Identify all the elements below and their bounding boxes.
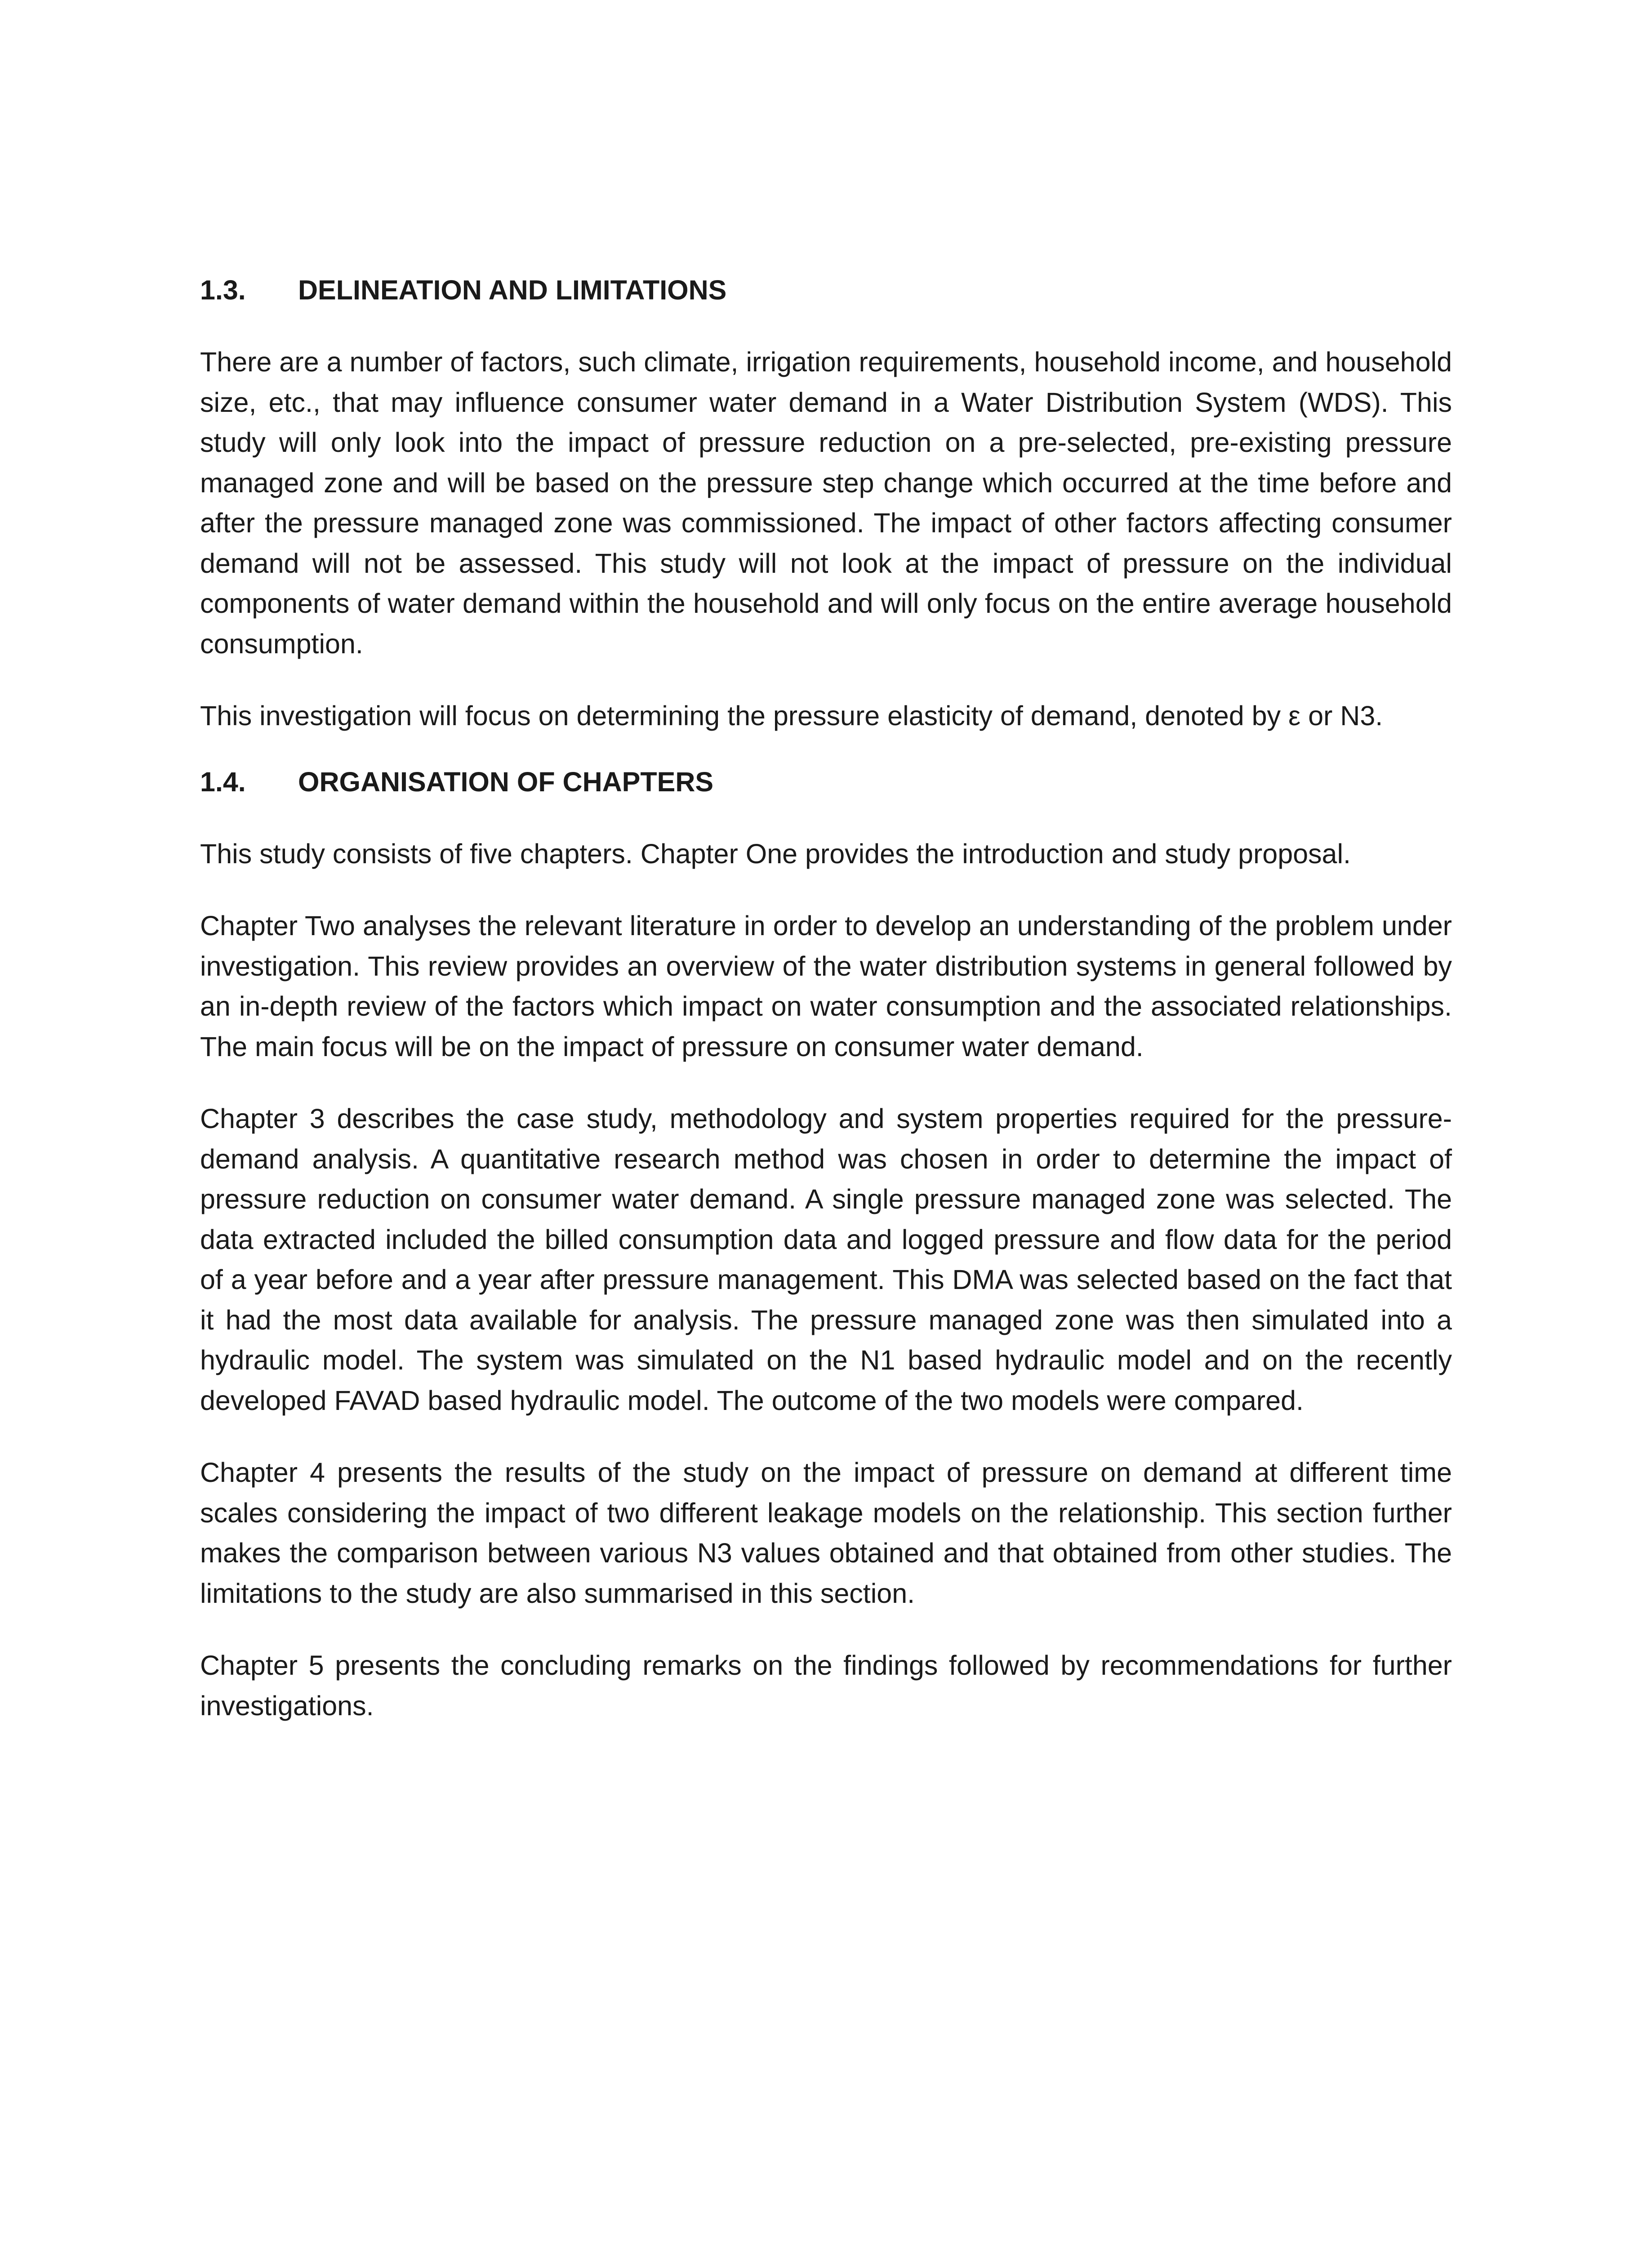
paragraph-chapter-two: Chapter Two analyses the relevant literature in order to develop an understanding of the problem under investigation. This review provides an overview of the water distribution systems in general followed by an in-depth review of the factors which impact on water consumption and the associated relationships. The main focus will be on the impact of pressure on consumer water demand.	[200, 910, 1452, 1062]
paragraph-chapter-four: Chapter 4 presents the results of the study on the impact of pressure on demand at different time scales considering the impact of two different leakage models on the relationship. This section further makes the comparison between various N3 values obtained and that obtained from other studies. The limitations to the study are also summarised in this section.	[200, 1457, 1452, 1609]
section-heading-1-3	[200, 270, 1452, 310]
paragraph-delineation: There are a number of factors, such climate, irrigation requirements, household income, and household size, etc., that may influence consumer water demand in a Water Distribution System (WDS). This study will only look into the impact of pressure reduction on a pre-selected, pre-existing pressure managed zone and will be based on the pressure step change which occurred at the time before and after the pressure managed zone was commissioned. The impact of other factors affecting consumer demand will not be assessed. This study will not look at the impact of pressure on the individual components of water demand within the household and will only focus on the entire average household consumption.	[200, 347, 1452, 659]
page-content	[200, 270, 1452, 1726]
paragraph-chapter-five: Chapter 5 presents the concluding remarks on the findings followed by recommendations for further investigations.	[200, 1650, 1452, 1721]
section-title: DELINEATION AND LIMITATIONS	[298, 275, 727, 305]
section-heading-1-4	[200, 762, 1452, 802]
paragraph-chapter-one: This study consists of five chapters. Chapter One provides the introduction and study proposal.	[200, 838, 1351, 869]
section-number: 1.4.	[200, 766, 246, 797]
paragraph-elasticity: This investigation will focus on determining the pressure elasticity of demand, denoted by ε or N3.	[200, 700, 1383, 731]
section-title: ORGANISATION OF CHAPTERS	[298, 766, 714, 797]
section-number: 1.3.	[200, 275, 246, 305]
paragraph-chapter-three: Chapter 3 describes the case study, methodology and system properties required for the pressure-demand analysis. A quantitative research method was chosen in order to determine the impact of pressure reduction on consumer water demand. A single pressure managed zone was selected. The data extracted included the billed consumption data and logged pressure and flow data for the period of a year before and a year after pressure management. This DMA was selected based on the fact that it had the most data available for analysis. The pressure managed zone was then simulated into a hydraulic model. The system was simulated on the N1 based hydraulic model and on the recently developed FAVAD based hydraulic model. The outcome of the two models were compared.	[200, 1103, 1452, 1416]
